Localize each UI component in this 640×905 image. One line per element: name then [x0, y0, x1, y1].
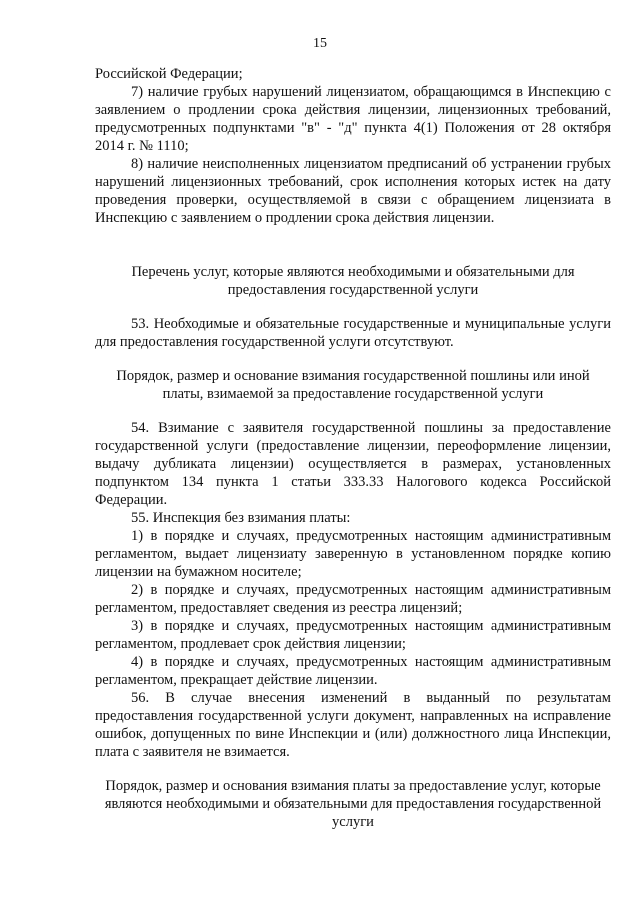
section-heading-state-duty: Порядок, размер и основание взимания государственной пошлины или иной платы, взимаемой за предоставление государственной услуги [116, 368, 590, 402]
paragraph-55: 55. Инспекция без взимания платы: [131, 510, 351, 526]
paragraph-55-item-4: 4) в порядке и случаях, предусмотренных настоящим административным регламентом, прекращает действие лицензии. [95, 654, 611, 688]
paragraph-56: 56. В случае внесения изменений в выданный по результатам предоставления государственной услуги документ, направленных на исправление ошибок, допущенных по вине Инспекции и (или) должностного лица Инспекции, плата с заявителя не взимается. [95, 690, 611, 760]
page-number: 15 [313, 36, 327, 51]
paragraph-item-7: 7) наличие грубых нарушений лицензиатом, обращающимся в Инспекцию с заявлением о продлении срока действия лицензии, лицензионных требований, предусмотренных подпунктами "в" - "д" пункта 4(1) Положения от 28 октября 2014 г. № 1110; [95, 84, 611, 154]
paragraph-55-item-2: 2) в порядке и случаях, предусмотренных настоящим административным регламентом, предоставляет сведения из реестра лицензий; [95, 582, 611, 616]
section-heading-payment-for-services: Порядок, размер и основания взимания платы за предоставление услуг, которые являются необходимыми и обязательными для предоставления государственной услуги [104, 778, 602, 830]
paragraph-item-8: 8) наличие неисполненных лицензиатом предписаний об устранении грубых нарушений лицензионных требований, срок исполнения которых истек на дату проведения проверки, осуществляемой в связи с обращением лицензиата в Инспекцию с заявлением о продлении срока действия лицензии. [95, 156, 611, 226]
section-heading-services-list: Перечень услуг, которые являются необходимыми и обязательными для предоставления государственной услуги [131, 264, 575, 298]
document-body [95, 65, 611, 831]
paragraph-55-item-3: 3) в порядке и случаях, предусмотренных настоящим административным регламентом, продлевает срок действия лицензии; [95, 618, 611, 652]
paragraph-54: 54. Взимание с заявителя государственной пошлины за предоставление государственной услуги (предоставление лицензии, переоформление лицензии, выдачу дубликата лицензии) осуществляется в размерах, установленных подпунктом 134 пункта 1 статьи 333.33 Налогового кодекса Российской Федерации. [95, 420, 611, 508]
paragraph-55-item-1: 1) в порядке и случаях, предусмотренных настоящим административным регламентом, выдает лицензиату заверенную в установленном порядке копию лицензии на бумажном носителе; [95, 528, 611, 580]
paragraph-53: 53. Необходимые и обязательные государственные и муниципальные услуги для предоставления государственной услуги отсутствуют. [95, 316, 611, 350]
paragraph-continuation: Российской Федерации; [95, 66, 243, 82]
